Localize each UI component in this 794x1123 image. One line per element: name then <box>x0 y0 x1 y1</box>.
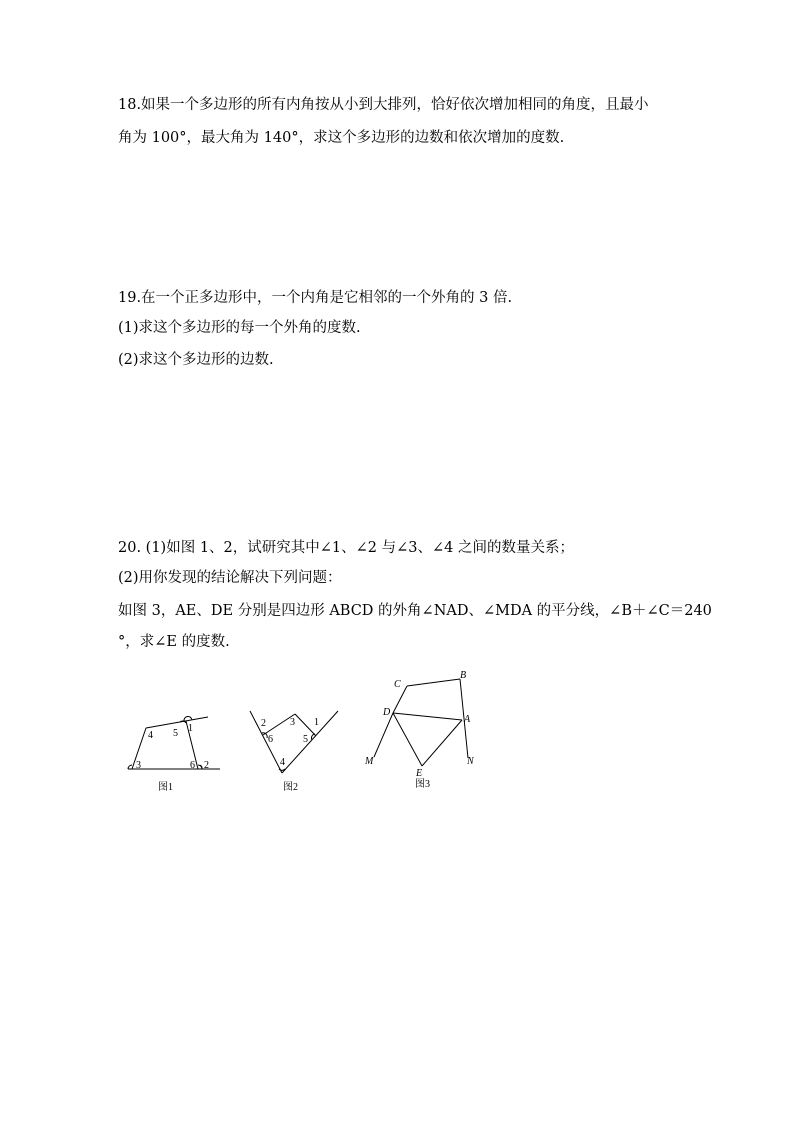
fig1-label-5: 5 <box>173 728 178 739</box>
fig1-label-3: 3 <box>136 760 141 771</box>
q20-line3: 如图 3，AE、DE 分别是四边形 ABCD 的外角∠NAD、∠MDA 的平分线，∠B＋∠C＝240 <box>118 603 712 619</box>
figure-3 <box>360 662 490 797</box>
fig3-point-A: A <box>464 714 471 725</box>
fig3-caption: 图3 <box>415 779 430 790</box>
q20-line4: °，求∠E 的度数. <box>118 634 230 650</box>
figure-1 <box>120 705 230 800</box>
fig2-label-2: 2 <box>261 718 266 729</box>
fig1-caption: 图1 <box>158 782 173 793</box>
fig3-point-E: E <box>416 768 423 779</box>
q19-part2: (2)求这个多边形的边数. <box>118 352 274 368</box>
fig3-point-B: B <box>460 670 467 681</box>
fig1-label-1: 1 <box>188 723 193 734</box>
q20-part2: (2)用你发现的结论解决下列问题： <box>118 570 342 586</box>
fig2-label-5: 5 <box>303 734 308 745</box>
fig3-point-N: N <box>467 756 474 767</box>
fig3-point-C: C <box>394 679 401 690</box>
q19-part1: (1)求这个多边形的每一个外角的度数. <box>118 320 361 336</box>
fig2-caption: 图2 <box>283 782 298 793</box>
fig1-label-2: 2 <box>204 760 209 771</box>
fig3-point-M: M <box>365 756 374 767</box>
fig2-label-3: 3 <box>290 717 295 728</box>
q20-part1: 20. (1)如图 1、2，试研究其中∠1、∠2 与∠3、∠4 之间的数量关系； <box>118 540 574 556</box>
fig2-label-6: 6 <box>268 734 273 745</box>
q19-stem: 19.在一个正多边形中，一个内角是它相邻的一个外角的 3 倍. <box>118 290 513 306</box>
q18-line1: 18.如果一个多边形的所有内角按从小到大排列，恰好依次增加相同的角度，且最小 <box>118 97 649 113</box>
fig3-point-D: D <box>383 707 391 718</box>
fig1-label-6: 6 <box>190 760 195 771</box>
fig2-label-1: 1 <box>314 717 319 728</box>
fig1-label-4: 4 <box>148 730 153 741</box>
q18-line2: 角为 100°，最大角为 140°，求这个多边形的边数和依次增加的度数. <box>118 130 565 146</box>
figure-2 <box>246 705 346 800</box>
fig2-label-4: 4 <box>280 757 285 768</box>
